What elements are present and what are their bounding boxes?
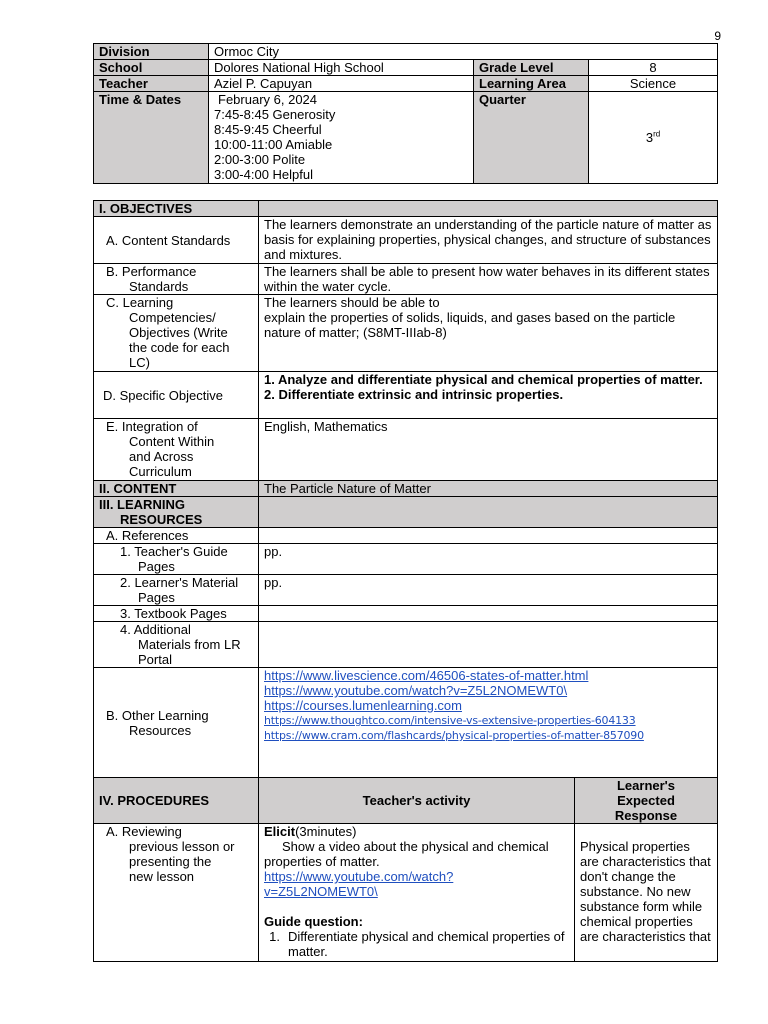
content-text: The Particle Nature of Matter [259, 481, 718, 497]
time-dates-label: Time & Dates [94, 92, 209, 184]
label-line: C. Learning [106, 295, 174, 310]
label-line: III. LEARNING [99, 497, 185, 512]
schedule-line: 10:00-11:00 Amiable [214, 137, 333, 152]
header-info-table [93, 43, 718, 184]
label-line: 2. Learner's Material [120, 575, 239, 590]
resource-link[interactable]: https://www.youtube.com/watch?v=Z5L2NOMEWT0\ [264, 683, 568, 698]
resource-link[interactable]: https://courses.lumenlearning.com [264, 698, 462, 713]
item-text: Differentiate physical and chemical properties of matter. [288, 929, 565, 959]
header-line: Response [614, 808, 678, 823]
elicit-time: (3minutes) [295, 824, 357, 839]
teachers-guide-label [94, 544, 259, 575]
label-line: Portal [138, 652, 172, 667]
objectives-heading: I. OBJECTIVES [94, 201, 259, 217]
header-line: Expected [617, 793, 675, 808]
label-line: 1. Teacher's Guide [120, 544, 228, 559]
label-line: RESOURCES [120, 512, 203, 527]
label-line: Materials from LR [138, 637, 241, 652]
school-value: Dolores National High School [209, 60, 474, 76]
learning-area-value: Science [589, 76, 718, 92]
integration-text: English, Mathematics [259, 419, 718, 481]
label-line: LC) [129, 355, 150, 370]
other-resources-label [94, 668, 259, 778]
header-line: Learner's [616, 778, 675, 793]
label-line: A. Reviewing [106, 824, 182, 839]
guide-question-title: Guide question: [264, 914, 363, 929]
school-label: School [94, 60, 209, 76]
schedule-line: 8:45-9:45 Cheerful [214, 122, 322, 137]
teacher-activity-header: Teacher's activity [259, 778, 575, 824]
label-line: Competencies/ [129, 310, 216, 325]
learners-material-label [94, 575, 259, 606]
competencies-text [259, 295, 718, 372]
label-line: Pages [138, 590, 175, 605]
label-line: and Across [129, 449, 194, 464]
label-line: Pages [138, 559, 175, 574]
label-line: presenting the [129, 854, 212, 869]
label-line: B. Other Learning [106, 707, 209, 723]
label-line: Standards [129, 279, 189, 294]
learners-material-pages: pp. [259, 575, 718, 606]
label-line: 4. Additional [120, 622, 191, 637]
elicit-video-link-cont[interactable]: v=Z5L2NOMEWT0\ [264, 884, 378, 899]
label-line: Objectives (Write [129, 325, 228, 340]
learning-resources-heading [94, 497, 259, 528]
objective-item: 1. Analyze and differentiate physical and chemical properties of matter. [264, 372, 703, 387]
label-line: Curriculum [129, 464, 192, 479]
label-line: E. Integration of [106, 419, 198, 434]
teacher-label: Teacher [94, 76, 209, 92]
quarter-label: Quarter [474, 92, 589, 184]
learning-area-label: Learning Area [474, 76, 589, 92]
quarter-number: 3 [645, 130, 654, 145]
elicit-text: Show a video about the physical and chemical properties of matter. [264, 839, 549, 869]
learner-response-header [575, 778, 718, 824]
teacher-value: Aziel P. Capuyan [209, 76, 474, 92]
label-line: new lesson [129, 869, 195, 884]
division-value: Ormoc City [209, 44, 718, 60]
label-line: Content Within [129, 434, 215, 449]
elicit-title: Elicit [264, 824, 296, 839]
label-line: the code for each [129, 340, 230, 355]
label-line: Resources [129, 722, 192, 738]
objective-item: 2. Differentiate extrinsic and intrinsic properties. [264, 387, 564, 402]
content-standards-text: The learners demonstrate an understanding of the particle nature of matter as basis for explaining properties, physical changes, and structure of substances and mixtures. [259, 217, 718, 264]
specific-objective-text [259, 372, 718, 419]
specific-objective-label: D. Specific Objective [94, 372, 259, 419]
schedule-cell [209, 92, 474, 184]
integration-label [94, 419, 259, 481]
textbook-pages-label: 3. Textbook Pages [94, 606, 259, 622]
learner-response-text: Physical properties are characteristics that don't change the substance. No new substance form while chemical properties are characteristics that [575, 824, 718, 962]
additional-materials-label [94, 622, 259, 668]
elicit-video-link[interactable]: https://www.youtube.com/watch? [264, 869, 454, 884]
teachers-guide-pages: pp. [259, 544, 718, 575]
resource-link[interactable]: https://www.livescience.com/46506-states-of-matter.html [264, 668, 589, 683]
performance-standards-label [94, 264, 259, 295]
guide-question-item [264, 929, 569, 959]
schedule-line: 7:45-8:45 Generosity [214, 107, 336, 122]
resource-link[interactable]: https://www.thoughtco.com/intensive-vs-extensive-properties-604133 [264, 714, 636, 727]
elicit-activity [259, 824, 575, 962]
competencies-label [94, 295, 259, 372]
division-label: Division [94, 44, 209, 60]
label-line: previous lesson or [129, 839, 235, 854]
text-line: The learners should be able to [264, 295, 440, 310]
quarter-value [589, 92, 718, 184]
grade-level-value: 8 [589, 60, 718, 76]
lesson-plan-table [93, 200, 718, 962]
other-resources-links [259, 668, 718, 778]
performance-standards-text: The learners shall be able to present how water behaves in its different states within the water cycle. [259, 264, 718, 295]
schedule-date: February 6, 2024 [218, 92, 318, 107]
item-number: 1. [269, 929, 280, 944]
quarter-suffix: rd [653, 129, 661, 139]
text-line: explain the properties of solids, liquids, and gases based on the particle nature of matter; (S8MT-IIIab-8) [264, 310, 676, 340]
grade-level-label: Grade Level [474, 60, 589, 76]
content-standards-label: A. Content Standards [94, 217, 259, 264]
procedures-heading: IV. PROCEDURES [94, 778, 259, 824]
content-heading: II. CONTENT [94, 481, 259, 497]
schedule-line: 2:00-3:00 Polite [214, 152, 306, 167]
resource-link[interactable]: https://www.cram.com/flashcards/physical-properties-of-matter-857090 [264, 729, 644, 742]
page-number: 9 [714, 29, 721, 43]
references-label: A. References [94, 528, 259, 544]
schedule-line: 3:00-4:00 Helpful [214, 167, 314, 182]
label-line: B. Performance [106, 264, 197, 279]
reviewing-lesson-label [94, 824, 259, 962]
